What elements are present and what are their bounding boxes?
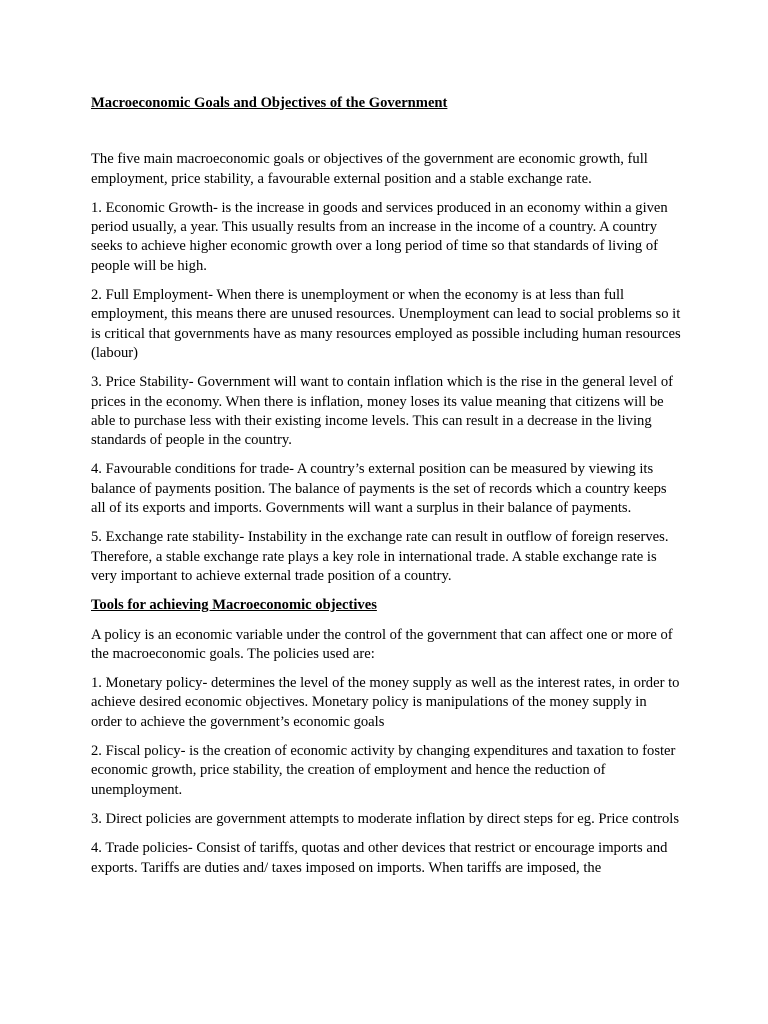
goal-economic-growth: 1. Economic Growth- is the increase in goods and services produced in an economy within a given period usually, a year. This usually results from an increase in the income of a country. A country seeks to achieve higher economic growth over a long period of time so that standards of living of people will be high. <box>91 199 668 274</box>
document-page <box>91 94 681 888</box>
tools-heading: Tools for achieving Macroeconomic objectives <box>91 597 377 614</box>
goal-favourable-trade: 4. Favourable conditions for trade- A country’s external position can be measured by viewing its balance of payments position. The balance of payments is the set of records which a country keeps all of its exports and imports. Governments will want a surplus in their balance of payments. <box>91 461 667 517</box>
goal-exchange-rate-stability: 5. Exchange rate stability- Instability in the exchange rate can result in outflow of foreign reserves. Therefore, a stable exchange rate plays a key role in international trade. A stable exchange rate is very important to achieve external trade position of a country. <box>91 529 669 584</box>
intro-paragraph: The five main macroeconomic goals or objectives of the government are economic growth, full employment, price stability, a favourable external position and a stable exchange rate. <box>91 151 648 187</box>
tools-intro-paragraph: A policy is an economic variable under the control of the government that can affect one or more of the macroeconomic goals. The policies used are: <box>91 626 673 662</box>
document-title: Macroeconomic Goals and Objectives of the Government <box>91 95 448 111</box>
policy-fiscal: 2. Fiscal policy- is the creation of economic activity by changing expenditures and taxation to foster economic growth, price stability, the creation of employment and hence the reduction of unemployment. <box>91 743 676 798</box>
policy-monetary: 1. Monetary policy- determines the level of the money supply as well as the interest rates, in order to achieve desired economic objectives. Monetary policy is manipulations of the money supply in order to achieve the government’s economic goals <box>91 675 680 730</box>
goal-full-employment: 2. Full Employment- When there is unemployment or when the economy is at less than full employment, this means there are unused resources. Unemployment can lead to social problems so it is critical that governments have as many resources employed as possible including human resources (labour) <box>91 287 681 361</box>
policy-trade: 4. Trade policies- Consist of tariffs, quotas and other devices that restrict or encourage imports and exports. Tariffs are duties and/ taxes imposed on imports. When tariffs are imposed, the <box>91 840 668 876</box>
policy-direct: 3. Direct policies are government attempts to moderate inflation by direct steps for eg. Price controls <box>91 810 680 827</box>
goal-price-stability: 3. Price Stability- Government will want to contain inflation which is the rise in the general level of prices in the economy. When there is inflation, money loses its value meaning that citizens will be able to purchase less with their existing income levels. This can result in a decrease in the living standards of people in the country. <box>91 374 673 449</box>
